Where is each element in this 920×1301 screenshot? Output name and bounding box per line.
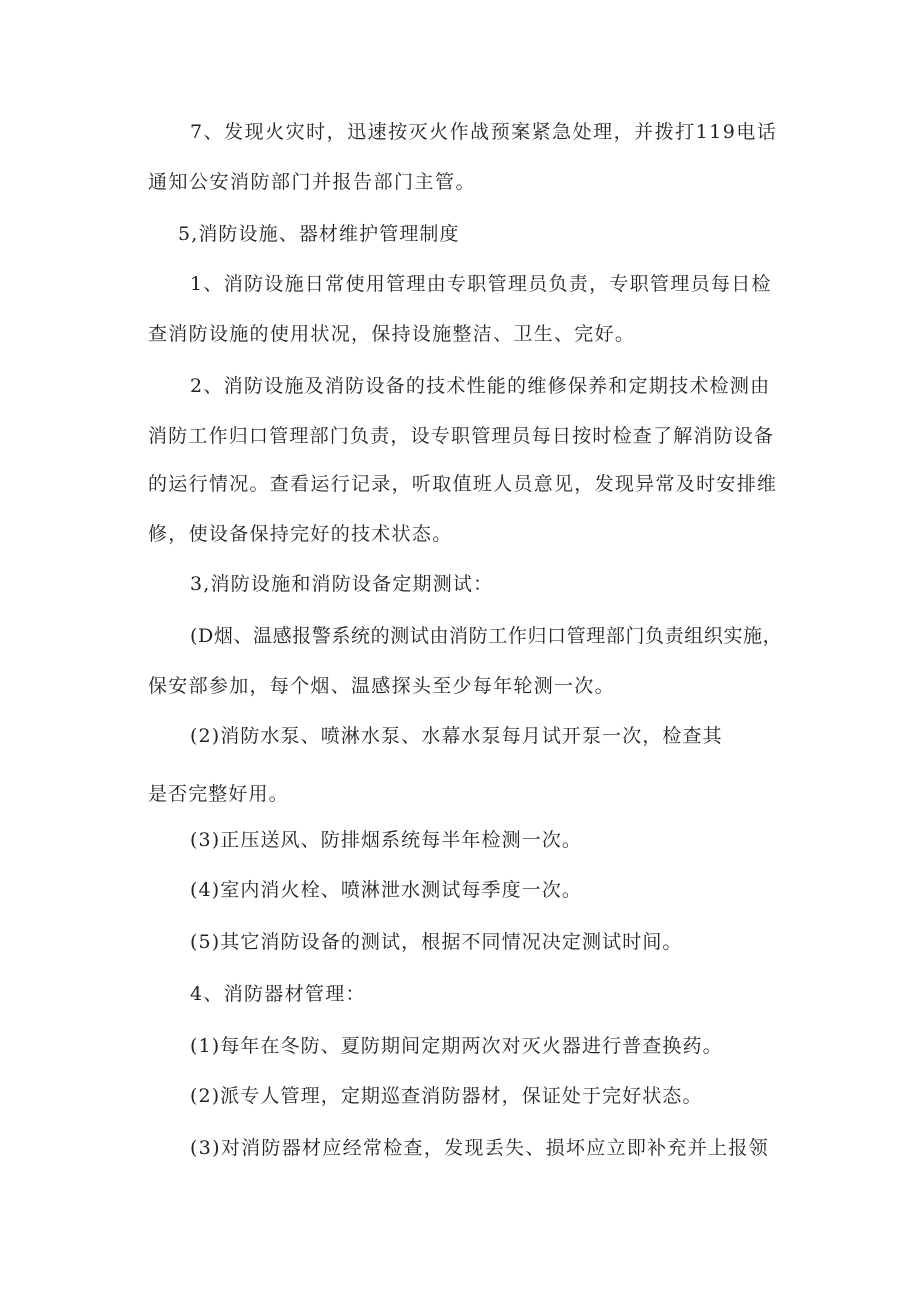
text-line: (5)其它消防设备的测试，根据不同情况决定测试时间。: [190, 931, 683, 953]
text-line: (D烟、温感报警系统的测试由消防工作归口管理部门负责组织实施，: [190, 625, 783, 647]
text-line: (3)正压送风、防排烟系统每半年检测一次。: [190, 829, 583, 851]
text-line: 通知公安消防部门并报告部门主管。: [148, 171, 477, 193]
text-line: (3)对消防器材应经常检查，发现丢失、损坏应立即补充并上报领: [190, 1137, 769, 1159]
section-heading: 3,消防设施和消防设备定期测试：: [190, 573, 494, 595]
text-line: (1)每年在冬防、夏防期间定期两次对灭火器进行普查换药。: [190, 1035, 723, 1057]
section-heading: 5,消防设施、器材维护管理制度: [178, 223, 460, 245]
text-line: 查消防设施的使用状况，保持设施整洁、卫生、完好。: [148, 323, 636, 345]
text-line: (2)派专人管理，定期巡查消防器材，保证处于完好状态。: [190, 1085, 703, 1107]
text-line: 消防工作归口管理部门负责，设专职管理员每日按时检查了解消防设备: [148, 425, 775, 447]
text-line: 是否完整好用。: [148, 783, 289, 805]
section-heading: 4、消防器材管理：: [190, 983, 366, 1005]
text-line: 的运行情况。查看运行记录，听取值班人员意见，发现异常及时安排维: [148, 473, 778, 495]
text-line: 2、消防设施及消防设备的技术性能的维修保养和定期技术检测由: [190, 375, 771, 397]
text-line: 修，使设备保持完好的技术状态。: [148, 523, 453, 545]
text-line: 保安部参加，每个烟、温感探头至少每年轮测一次。: [148, 675, 615, 697]
text-line: (4)室内消火栓、喷淋泄水测试每季度一次。: [190, 879, 583, 901]
text-line: (2)消防水泵、喷淋水泵、水幕水泵每月试开泵一次，检查其: [190, 725, 723, 747]
text-line: 1、消防设施日常使用管理由专职管理员负责，专职管理员每日检: [190, 273, 772, 295]
text-line: 7、发现火灾时，迅速按灭火作战预案紧急处理，并拨打119电话: [190, 121, 778, 143]
